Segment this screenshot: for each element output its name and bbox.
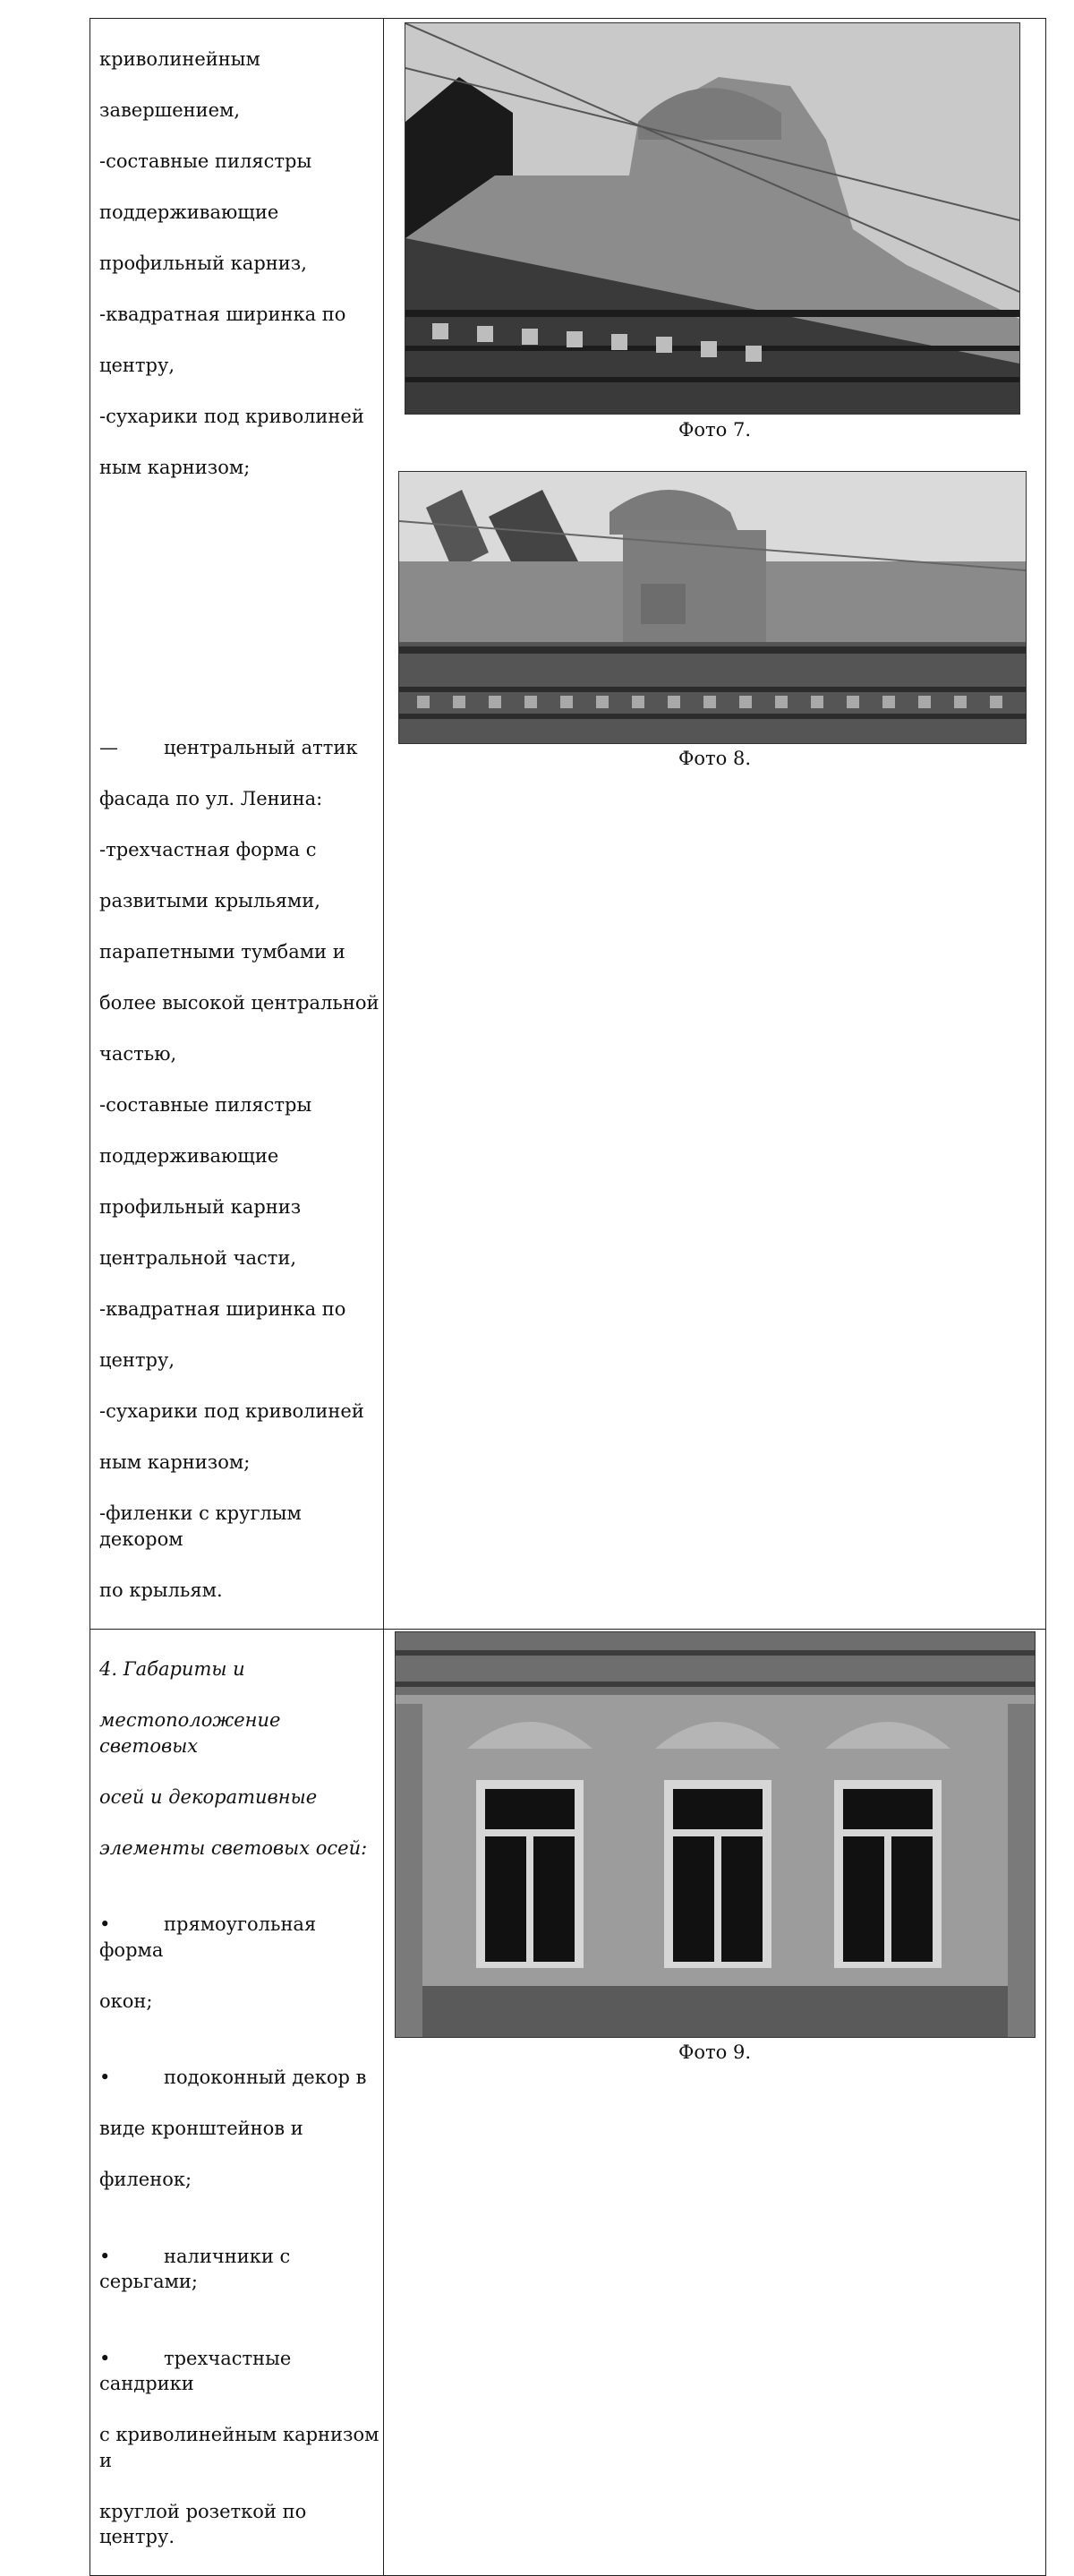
- row1-text-cell: [90, 19, 384, 1630]
- text-line: по крыльям.: [99, 1579, 223, 1601]
- text-line: более высокой центральной: [99, 992, 379, 1014]
- section-heading-line: осей и декоративные: [99, 1785, 318, 1808]
- text-line: завершением,: [99, 98, 241, 121]
- text-line: -сухарики под криволиней: [99, 405, 364, 427]
- text-line: центру,: [99, 1349, 175, 1371]
- bullet-text: наличники с серьгами;: [99, 2245, 291, 2292]
- bullet-icon: •: [99, 2245, 111, 2267]
- bullet-text: трехчастные сандрики: [99, 2347, 292, 2394]
- row2-photo-cell: [384, 1629, 1046, 2576]
- row1-text: [90, 19, 383, 1629]
- section-heading-line: 4. Габариты и: [99, 1658, 245, 1680]
- photo-8-caption: Фото 8.: [678, 748, 752, 769]
- bullet-text: подоконный декор в: [164, 2067, 367, 2088]
- text-line: центральный аттик: [164, 737, 358, 758]
- text-line: центру,: [99, 354, 175, 376]
- bullet-text: окон;: [99, 1990, 153, 2012]
- text-line: центральной части,: [99, 1247, 297, 1269]
- text-line: ным карнизом;: [99, 456, 251, 478]
- bullet-icon: •: [99, 2347, 111, 2369]
- photo-9: [395, 1631, 1036, 2038]
- bullet-text: круглой розеткой по центру.: [99, 2500, 307, 2547]
- photo-9-caption: Фото 9.: [678, 2041, 752, 2063]
- bullet-text: филенок;: [99, 2169, 192, 2190]
- text-line: фасада по ул. Ленина:: [99, 788, 323, 809]
- text-line: -трехчастная форма с: [99, 839, 317, 860]
- text-line: -филенки с круглым декором: [99, 1502, 302, 1550]
- bullet-icon: •: [99, 1913, 111, 1935]
- text-line: -квадратная ширинка по: [99, 1298, 346, 1320]
- text-line: криволинейным: [99, 47, 260, 70]
- attic-heading-line: [99, 735, 379, 761]
- photo-7: [405, 22, 1020, 415]
- bullet-item: [99, 2244, 379, 2295]
- photo-7-caption: Фото 7.: [678, 419, 752, 441]
- bullet-item: [99, 1912, 379, 1963]
- text-line: -составные пилястры: [99, 150, 312, 172]
- text-line: поддерживающие: [99, 1145, 279, 1167]
- text-line: -составные пилястры: [99, 1094, 312, 1116]
- section-heading-line: элементы световых осей:: [99, 1836, 368, 1859]
- text-line: профильный карниз: [99, 1196, 302, 1218]
- text-line: -сухарики под криволиней: [99, 1400, 364, 1422]
- row2-text: [90, 1630, 383, 2576]
- bullet-icon: •: [99, 2067, 111, 2088]
- bullet-item: [99, 2346, 379, 2397]
- text-line: частью,: [99, 1043, 177, 1065]
- text-line: ным карнизом;: [99, 1451, 251, 1473]
- text-line: развитыми крыльями,: [99, 890, 320, 911]
- bullet-text: с криволинейным карнизом и: [99, 2424, 379, 2471]
- bullet-text: виде кронштейнов и: [99, 2118, 303, 2139]
- text-line: -квадратная ширинка по: [99, 303, 346, 325]
- text-line: поддерживающие: [99, 201, 279, 223]
- section-heading-line: местоположение световых: [99, 1709, 281, 1757]
- text-line: профильный карниз,: [99, 252, 307, 274]
- row1-photo-cell: [384, 19, 1046, 1630]
- photo-8: [398, 471, 1027, 744]
- row2-text-cell: [90, 1629, 384, 2576]
- dash-mark: —: [99, 737, 118, 758]
- document-table: [90, 18, 1046, 2576]
- text-line: парапетными тумбами и: [99, 941, 345, 963]
- bullet-item: [99, 2065, 379, 2091]
- bullet-text: прямоугольная форма: [99, 1913, 317, 1961]
